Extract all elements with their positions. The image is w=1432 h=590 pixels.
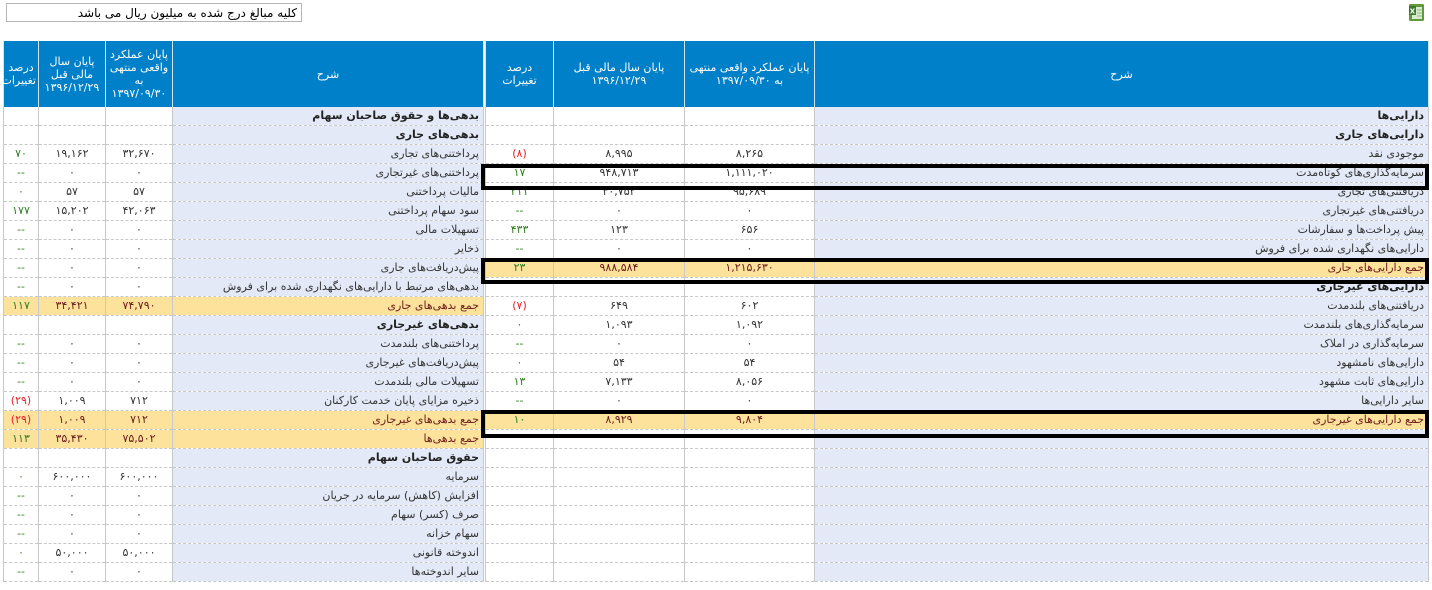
current-value — [685, 126, 815, 145]
total-row[interactable] — [4, 297, 484, 316]
section-header-row[interactable] — [486, 107, 1429, 126]
row-description — [815, 525, 1429, 544]
percent-change: ۱۷۷ — [4, 202, 39, 221]
previous-value: ۰ — [39, 487, 106, 506]
previous-value — [39, 316, 106, 335]
percent-change — [486, 487, 554, 506]
current-value: ۰ — [106, 221, 173, 240]
previous-value — [554, 487, 685, 506]
row-description: بدهی‌های جاری — [173, 126, 484, 145]
table-row[interactable] — [486, 297, 1429, 316]
row-description: جمع بدهی‌ها — [173, 430, 484, 449]
table-row[interactable] — [486, 392, 1429, 411]
row-description — [815, 449, 1429, 468]
percent-change — [486, 449, 554, 468]
current-value: ۰ — [106, 354, 173, 373]
percent-change: ۱۰ — [486, 411, 554, 430]
row-description: جمع دارایی‌های جاری — [815, 259, 1429, 278]
percent-change: (۲۹) — [4, 392, 39, 411]
current-value: ۰ — [106, 373, 173, 392]
current-value — [106, 126, 173, 145]
previous-value: ۹۸۸,۵۸۴ — [554, 259, 685, 278]
total-row[interactable] — [486, 259, 1429, 278]
current-value: ۰ — [106, 278, 173, 297]
row-description — [815, 468, 1429, 487]
row-description: پیش پرداخت‌ها و سفارشات — [815, 221, 1429, 240]
liabilities-header-row — [4, 41, 484, 107]
row-description: تسهیلات مالی بلندمدت — [173, 373, 484, 392]
row-description: دارایی‌های ثابت مشهود — [815, 373, 1429, 392]
previous-value — [39, 107, 106, 126]
previous-value: ۱,۰۹۳ — [554, 316, 685, 335]
percent-change — [486, 544, 554, 563]
current-value: ۶۰۲ — [685, 297, 815, 316]
previous-value: ۰ — [554, 202, 685, 221]
percent-change — [486, 468, 554, 487]
previous-value — [554, 430, 685, 449]
previous-value — [554, 468, 685, 487]
current-value — [685, 487, 815, 506]
liabilities-col-current[interactable]: پایان عملکرد واقعی منتهی به ۱۳۹۷/۰۹/۳۰ — [106, 41, 173, 107]
previous-value: ۷,۱۳۳ — [554, 373, 685, 392]
previous-value: ۳۰,۷۵۲ — [554, 183, 685, 202]
table-row[interactable] — [4, 221, 484, 240]
row-description: ذخیره مزایای پایان خدمت کارکنان — [173, 392, 484, 411]
percent-change: ۰ — [4, 183, 39, 202]
assets-col-change[interactable]: درصد تغییرات — [486, 41, 554, 107]
table-row[interactable] — [486, 164, 1429, 183]
previous-value: ۵۷ — [39, 183, 106, 202]
percent-change: ۰ — [486, 316, 554, 335]
previous-value: ۰ — [39, 506, 106, 525]
percent-change — [486, 563, 554, 582]
percent-change: -- — [4, 259, 39, 278]
percent-change: ۱۱۷ — [4, 297, 39, 316]
table-row[interactable] — [486, 145, 1429, 164]
percent-change — [486, 525, 554, 544]
row-description: سهام خزانه — [173, 525, 484, 544]
percent-change: ۱۷ — [486, 164, 554, 183]
previous-value: ۰ — [39, 525, 106, 544]
table-row[interactable] — [4, 468, 484, 487]
section-header-row[interactable] — [4, 107, 484, 126]
section-header-row[interactable] — [4, 449, 484, 468]
percent-change — [4, 449, 39, 468]
table-row[interactable] — [486, 449, 1429, 468]
table-row[interactable] — [4, 259, 484, 278]
current-value: ۷۱۲ — [106, 392, 173, 411]
current-value: ۰ — [106, 563, 173, 582]
previous-value — [554, 506, 685, 525]
total-row[interactable] — [4, 411, 484, 430]
row-description: دارایی‌های جاری — [815, 126, 1429, 145]
previous-value: ۰ — [39, 164, 106, 183]
table-row[interactable] — [486, 335, 1429, 354]
current-value: ۹۵,۶۸۹ — [685, 183, 815, 202]
row-description: دریافتنی‌های غیرتجاری — [815, 202, 1429, 221]
current-value: ۰ — [106, 506, 173, 525]
previous-value — [554, 107, 685, 126]
table-row[interactable] — [4, 183, 484, 202]
table-row[interactable] — [486, 240, 1429, 259]
row-description: سرمایه‌گذاری‌های بلندمدت — [815, 316, 1429, 335]
previous-value: ۱۲۳ — [554, 221, 685, 240]
previous-value — [554, 563, 685, 582]
liabilities-col-previous[interactable]: پایان سال مالی قبل ۱۳۹۶/۱۲/۲۹ — [39, 41, 106, 107]
previous-value — [554, 544, 685, 563]
percent-change — [4, 316, 39, 335]
previous-value: ۸,۹۲۹ — [554, 411, 685, 430]
current-value: ۰ — [685, 202, 815, 221]
percent-change: ۲۳ — [486, 259, 554, 278]
row-description: سرمایه‌گذاری در املاک — [815, 335, 1429, 354]
table-row[interactable] — [4, 373, 484, 392]
current-value: ۵۰,۰۰۰ — [106, 544, 173, 563]
previous-value — [554, 126, 685, 145]
row-description: دارایی‌های نامشهود — [815, 354, 1429, 373]
row-description: پرداختنی‌های غیرتجاری — [173, 164, 484, 183]
current-value: ۰ — [106, 487, 173, 506]
table-row[interactable] — [486, 373, 1429, 392]
table-row[interactable] — [4, 335, 484, 354]
percent-change: -- — [4, 525, 39, 544]
row-description: سرمایه‌گذاری‌های کوتاه‌مدت — [815, 164, 1429, 183]
previous-value: ۰ — [39, 563, 106, 582]
row-description: اندوخته قانونی — [173, 544, 484, 563]
percent-change: -- — [486, 392, 554, 411]
liabilities-table — [3, 41, 484, 582]
current-value: ۱,۱۱۱,۰۲۰ — [685, 164, 815, 183]
previous-value: ۰ — [554, 392, 685, 411]
percent-change — [4, 107, 39, 126]
percent-change — [486, 506, 554, 525]
current-value: ۱,۰۹۲ — [685, 316, 815, 335]
current-value — [685, 107, 815, 126]
current-value: ۴۲,۰۶۳ — [106, 202, 173, 221]
table-row[interactable] — [486, 221, 1429, 240]
percent-change: (۷) — [486, 297, 554, 316]
current-value: ۹,۸۰۴ — [685, 411, 815, 430]
percent-change: -- — [4, 563, 39, 582]
percent-change — [486, 278, 554, 297]
previous-value: ۰ — [39, 221, 106, 240]
current-value — [106, 107, 173, 126]
row-description: دارایی‌های غیرجاری — [815, 278, 1429, 297]
table-row[interactable] — [4, 525, 484, 544]
current-value: ۷۱۲ — [106, 411, 173, 430]
table-row[interactable] — [486, 525, 1429, 544]
previous-value: ۰ — [554, 335, 685, 354]
current-value: ۰ — [106, 240, 173, 259]
previous-value: ۱۹,۱۶۲ — [39, 145, 106, 164]
current-value — [685, 525, 815, 544]
percent-change: -- — [486, 240, 554, 259]
row-description: سود سهام پرداختنی — [173, 202, 484, 221]
table-row[interactable] — [4, 278, 484, 297]
previous-value: ۱,۰۰۹ — [39, 411, 106, 430]
percent-change: -- — [4, 335, 39, 354]
previous-value: ۰ — [39, 259, 106, 278]
table-row[interactable] — [4, 392, 484, 411]
row-description: پرداختنی‌های بلندمدت — [173, 335, 484, 354]
row-description: سایر دارایی‌ها — [815, 392, 1429, 411]
previous-value: ۰ — [39, 354, 106, 373]
current-value — [685, 430, 815, 449]
assets-col-previous[interactable]: پایان سال مالی قبل ۱۳۹۶/۱۲/۲۹ — [554, 41, 685, 107]
section-header-row[interactable] — [486, 126, 1429, 145]
assets-table — [485, 41, 1429, 582]
percent-change: ۴۳۳ — [486, 221, 554, 240]
row-description: بدهی‌های غیرجاری — [173, 316, 484, 335]
row-description: جمع بدهی‌های غیرجاری — [173, 411, 484, 430]
current-value — [685, 449, 815, 468]
current-value: ۰ — [685, 392, 815, 411]
table-row[interactable] — [4, 202, 484, 221]
current-value — [685, 506, 815, 525]
row-description: جمع بدهی‌های جاری — [173, 297, 484, 316]
table-row[interactable] — [486, 563, 1429, 582]
previous-value: ۵۴ — [554, 354, 685, 373]
table-row[interactable] — [486, 506, 1429, 525]
assets-col-current[interactable]: پایان عملکرد واقعی منتهی به ۱۳۹۷/۰۹/۳۰ — [685, 41, 815, 107]
table-row[interactable] — [486, 354, 1429, 373]
current-value: ۸,۰۵۶ — [685, 373, 815, 392]
row-description: ذخایر — [173, 240, 484, 259]
previous-value: ۰ — [39, 240, 106, 259]
previous-value — [39, 126, 106, 145]
previous-value — [554, 278, 685, 297]
section-header-row[interactable] — [486, 278, 1429, 297]
current-value — [685, 563, 815, 582]
percent-change: -- — [486, 335, 554, 354]
current-value: ۰ — [106, 525, 173, 544]
row-description — [815, 487, 1429, 506]
row-description: افزایش (کاهش) سرمایه در جریان — [173, 487, 484, 506]
row-description: سایر اندوخته‌ها — [173, 563, 484, 582]
svg-text:X: X — [1409, 7, 1416, 16]
current-value — [685, 544, 815, 563]
percent-change: -- — [4, 278, 39, 297]
row-description: جمع دارایی‌های غیرجاری — [815, 411, 1429, 430]
row-description: دارایی‌های نگهداری شده برای فروش — [815, 240, 1429, 259]
row-description: دارایی‌ها — [815, 107, 1429, 126]
percent-change: -- — [4, 487, 39, 506]
previous-value: ۶۴۹ — [554, 297, 685, 316]
row-description — [815, 506, 1429, 525]
percent-change: ۰ — [4, 468, 39, 487]
current-value: ۸,۲۶۵ — [685, 145, 815, 164]
percent-change: ۲۱۱ — [486, 183, 554, 202]
table-row[interactable] — [4, 506, 484, 525]
row-description: دریافتنی‌های تجاری — [815, 183, 1429, 202]
previous-value: ۱۵,۲۰۲ — [39, 202, 106, 221]
current-value: ۷۵,۵۰۲ — [106, 430, 173, 449]
row-description: موجودی نقد — [815, 145, 1429, 164]
row-description — [815, 544, 1429, 563]
percent-change — [4, 126, 39, 145]
percent-change: -- — [4, 164, 39, 183]
row-description — [815, 563, 1429, 582]
previous-value: ۳۴,۴۲۱ — [39, 297, 106, 316]
percent-change: -- — [486, 202, 554, 221]
current-value: ۵۷ — [106, 183, 173, 202]
table-row[interactable] — [4, 145, 484, 164]
current-value: ۱,۲۱۵,۶۳۰ — [685, 259, 815, 278]
table-row[interactable] — [486, 202, 1429, 221]
total-row[interactable] — [4, 430, 484, 449]
table-row[interactable] — [4, 563, 484, 582]
percent-change: ۰ — [486, 354, 554, 373]
table-row[interactable] — [4, 164, 484, 183]
row-description — [815, 430, 1429, 449]
row-description: حقوق صاحبان سهام — [173, 449, 484, 468]
row-description: بدهی‌های مرتبط با دارایی‌های نگهداری شده برای فروش — [173, 278, 484, 297]
percent-change — [486, 107, 554, 126]
section-header-row[interactable] — [4, 126, 484, 145]
current-value: ۰ — [685, 335, 815, 354]
percent-change: ۱۳ — [486, 373, 554, 392]
percent-change — [486, 430, 554, 449]
total-row[interactable] — [486, 411, 1429, 430]
previous-value — [39, 449, 106, 468]
row-description: سرمایه — [173, 468, 484, 487]
percent-change: (۸) — [486, 145, 554, 164]
row-description: پرداختنی‌های تجاری — [173, 145, 484, 164]
table-row[interactable] — [486, 487, 1429, 506]
percent-change: ۱۱۳ — [4, 430, 39, 449]
current-value: ۰ — [106, 335, 173, 354]
percent-change — [486, 126, 554, 145]
current-value: ۳۲,۶۷۰ — [106, 145, 173, 164]
percent-change: (۲۹) — [4, 411, 39, 430]
current-value: ۰ — [106, 259, 173, 278]
previous-value: ۰ — [39, 373, 106, 392]
current-value: ۶۰۰,۰۰۰ — [106, 468, 173, 487]
row-description: صرف (کسر) سهام — [173, 506, 484, 525]
percent-change: -- — [4, 240, 39, 259]
current-value — [106, 316, 173, 335]
table-row[interactable] — [486, 316, 1429, 335]
liabilities-col-desc[interactable]: شرح — [173, 41, 484, 107]
currency-note: کلیه مبالغ درج شده به میلیون ریال می باشد — [6, 3, 302, 22]
table-row[interactable] — [486, 183, 1429, 202]
previous-value: ۱,۰۰۹ — [39, 392, 106, 411]
section-header-row[interactable] — [4, 316, 484, 335]
current-value: ۷۴,۷۹۰ — [106, 297, 173, 316]
assets-col-desc[interactable]: شرح — [815, 41, 1429, 107]
excel-export-icon[interactable] — [1408, 3, 1425, 22]
table-row[interactable] — [4, 354, 484, 373]
previous-value: ۵۰,۰۰۰ — [39, 544, 106, 563]
row-description: پیش‌دریافت‌های غیرجاری — [173, 354, 484, 373]
previous-value: ۸,۹۹۵ — [554, 145, 685, 164]
current-value: ۶۵۶ — [685, 221, 815, 240]
current-value: ۰ — [106, 164, 173, 183]
row-description: تسهیلات مالی — [173, 221, 484, 240]
current-value — [106, 449, 173, 468]
row-description: بدهی‌ها و حقوق صاحبان سهام — [173, 107, 484, 126]
table-row[interactable] — [486, 468, 1429, 487]
previous-value: ۰ — [554, 240, 685, 259]
current-value: ۵۴ — [685, 354, 815, 373]
percent-change: -- — [4, 373, 39, 392]
percent-change: ۰ — [4, 544, 39, 563]
percent-change: ۷۰ — [4, 145, 39, 164]
table-row[interactable] — [4, 240, 484, 259]
row-description: دریافتنی‌های بلندمدت — [815, 297, 1429, 316]
row-description: پیش‌دریافت‌های جاری — [173, 259, 484, 278]
previous-value: ۹۴۸,۷۱۳ — [554, 164, 685, 183]
previous-value: ۰ — [39, 278, 106, 297]
current-value — [685, 278, 815, 297]
percent-change: -- — [4, 354, 39, 373]
row-description: مالیات پرداختنی — [173, 183, 484, 202]
table-row[interactable] — [4, 487, 484, 506]
liabilities-col-change[interactable]: درصد تغییرات — [4, 41, 39, 107]
current-value: ۰ — [685, 240, 815, 259]
assets-header-row — [486, 41, 1429, 107]
previous-value: ۰ — [39, 335, 106, 354]
previous-value: ۳۵,۴۳۰ — [39, 430, 106, 449]
table-row[interactable] — [486, 430, 1429, 449]
current-value — [685, 468, 815, 487]
table-row[interactable] — [486, 544, 1429, 563]
table-row[interactable] — [4, 544, 484, 563]
previous-value — [554, 449, 685, 468]
percent-change: -- — [4, 221, 39, 240]
percent-change: -- — [4, 506, 39, 525]
previous-value — [554, 525, 685, 544]
previous-value: ۶۰۰,۰۰۰ — [39, 468, 106, 487]
